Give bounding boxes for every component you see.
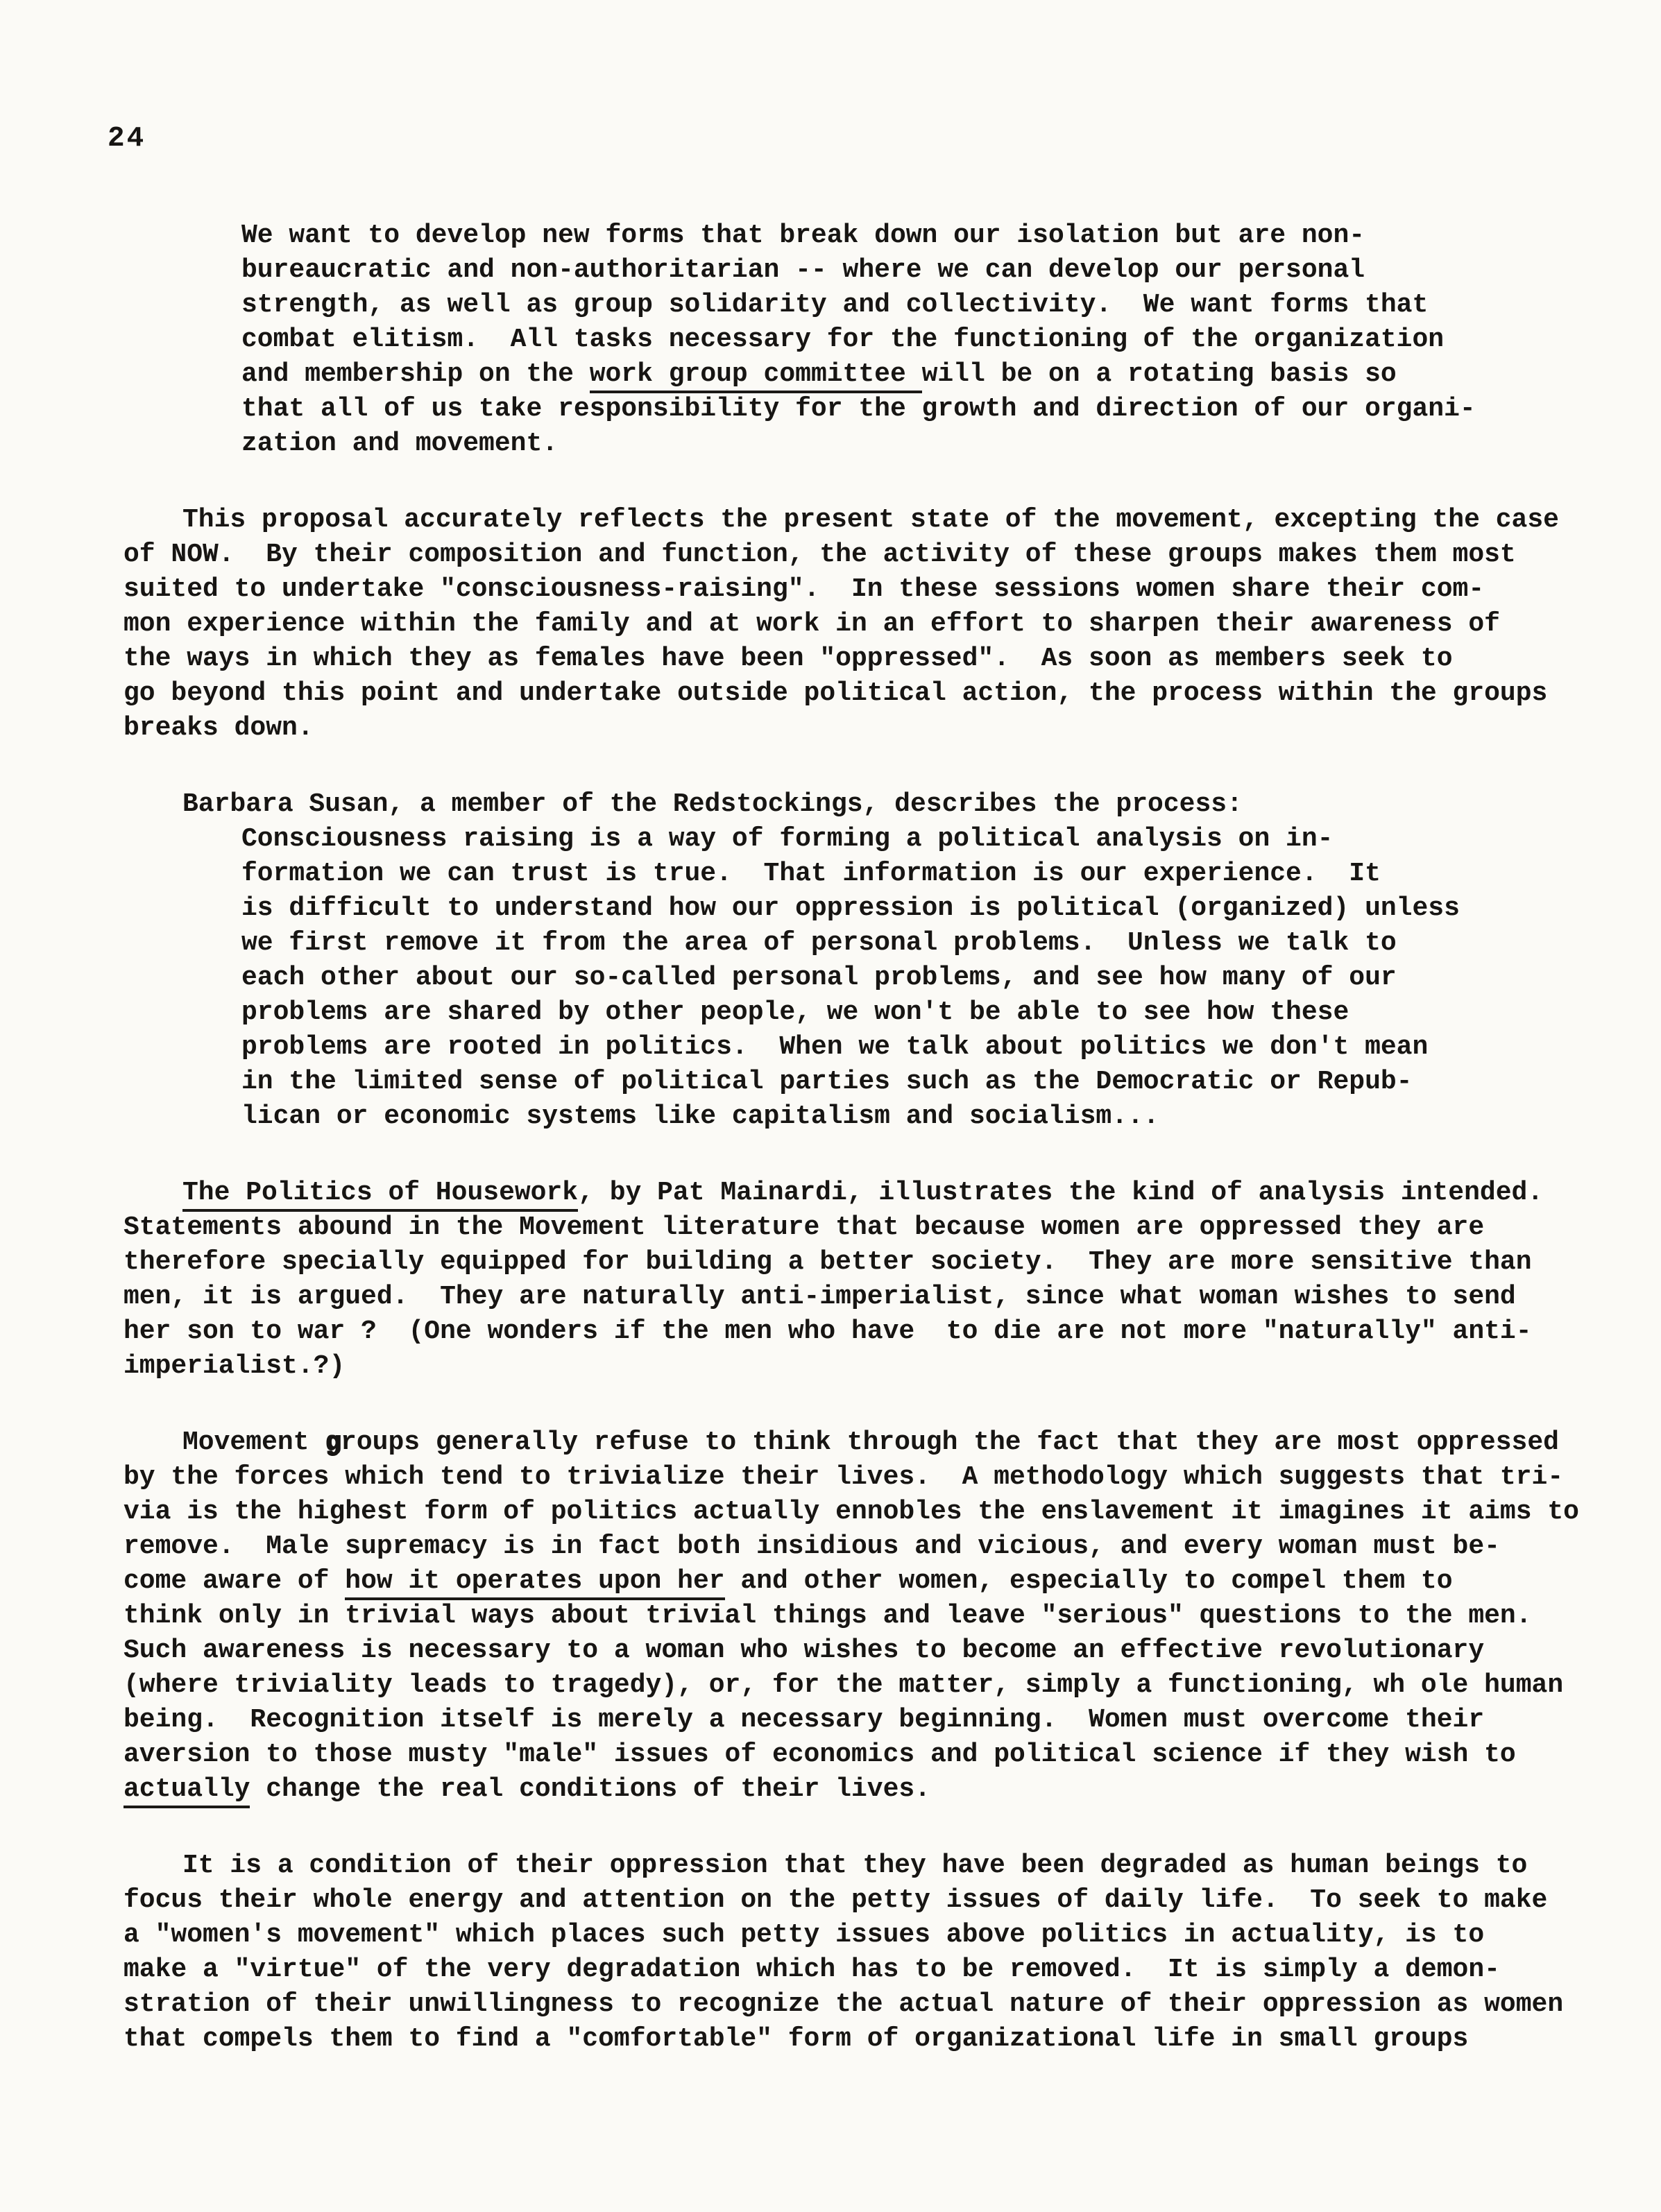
text-line: think only in trivial ways about trivial things and leave "serious" questions to the men.	[123, 1601, 1532, 1631]
text-line: that compels them to find a "comfortable" form of organizational life in small groups	[123, 2024, 1469, 2054]
text-line: therefore specially equipped for building a better society. They are more sensitive than	[123, 1247, 1532, 1277]
underlined-text: work group committee	[590, 359, 922, 393]
text-line: actually change the real conditions of their lives.	[123, 1772, 1661, 1807]
text-line: Such awareness is necessary to a woman who wishes to become an effective revolutionary	[123, 1636, 1485, 1665]
paragraph-condition	[123, 1849, 1661, 2057]
text-line: the ways in which they as females have been "oppressed". As soon as members seek to	[123, 644, 1453, 674]
opening-quote	[241, 218, 1661, 461]
paragraph-movement-groups	[123, 1425, 1661, 1807]
text-line: breaks down.	[123, 713, 314, 743]
text-line: men, it is argued. They are naturally anti-imperialist, since what woman wishes to send	[123, 1282, 1516, 1312]
text-line: lican or economic systems like capitalism and socialism...	[241, 1101, 1159, 1131]
text-line: Barbara Susan, a member of the Redstockings, describes the process:	[182, 789, 1243, 819]
text-line: that all of us take responsibility for the growth and direction of our organi-	[241, 394, 1476, 424]
text-line: stration of their unwillingness to recognize the actual nature of their oppression as women	[123, 1989, 1564, 2019]
text-line: focus their whole energy and attention on the petty issues of daily life. To seek to make	[123, 1885, 1548, 1915]
text-line: we first remove it from the area of personal problems. Unless we talk to	[241, 928, 1397, 958]
text-line: and membership on the work group committee will be on a rotating basis so	[241, 357, 1661, 392]
page-number: 24	[108, 123, 146, 155]
text-line: her son to war ? (One wonders if the men who have to die are not more "naturally" anti-	[123, 1317, 1532, 1346]
text-line: formation we can trust is true. That information is our experience. It	[241, 859, 1381, 889]
text-line: in the limited sense of political parties such as the Democratic or Repub-	[241, 1067, 1413, 1097]
underlined-text: actually	[123, 1774, 250, 1808]
text-line: strength, as well as group solidarity and collectivity. We want forms that	[241, 290, 1429, 320]
text-line: each other about our so-called personal problems, and see how many of our	[241, 963, 1397, 993]
text-line: go beyond this point and undertake outside political action, the process within the groups	[123, 678, 1548, 708]
text-line: Statements abound in the Movement literature that because women are oppressed they are	[123, 1212, 1485, 1242]
text-line: bureaucratic and non-authoritarian -- where we can develop our personal	[241, 255, 1365, 285]
text-line: This proposal accurately reflects the present state of the movement, excepting the case	[182, 505, 1559, 535]
text-line: being. Recognition itself is merely a necessary beginning. Women must overcome their	[123, 1705, 1485, 1735]
text-line: problems are shared by other people, we won't be able to see how these	[241, 997, 1349, 1027]
document-body	[0, 218, 1661, 2057]
text-line: Consciousness raising is a way of forming a political analysis on in-	[241, 824, 1334, 854]
text-line: aversion to those musty "male" issues of economics and political science if they wish to	[123, 1740, 1516, 1769]
text-line: problems are rooted in politics. When we talk about politics we don't mean	[241, 1032, 1429, 1062]
paragraph-now	[123, 503, 1661, 746]
text-line: via is the highest form of politics actually ennobles the enslavement it imagines it aims to	[123, 1497, 1579, 1527]
attribution-line	[123, 787, 1661, 822]
paragraph-housework	[123, 1176, 1661, 1384]
underlined-text: The Politics of Housework	[182, 1178, 578, 1212]
text-line: It is a condition of their oppression that they have been degraded as human beings to	[182, 1851, 1528, 1880]
text-line: (where triviality leads to tragedy), or, for the matter, simply a functioning, wh ole human	[123, 1670, 1564, 1700]
text-line: by the forces which tend to trivialize their lives. A methodology which suggests that tri-	[123, 1462, 1564, 1492]
text-line: is difficult to understand how our oppression is political (organized) unless	[241, 893, 1460, 923]
text-line: remove. Male supremacy is in fact both insidious and vicious, and every woman must be-	[123, 1532, 1500, 1561]
text-line: suited to undertake "consciousness-raising". In these sessions women share their com-	[123, 574, 1485, 604]
text-line: a "women's movement" which places such petty issues above politics in actuality, is to	[123, 1920, 1485, 1950]
text-line: zation and movement.	[241, 429, 559, 458]
text-line: mon experience within the family and at work in an effort to sharpen their awareness of	[123, 609, 1500, 639]
text-line: imperialist.?)	[123, 1351, 346, 1381]
text-line: of NOW. By their composition and function, the activity of these groups makes them most	[123, 540, 1516, 569]
text-line: Movement groups generally refuse to think through the fact that they are most oppressed	[182, 1427, 1559, 1457]
text-line: come aware of how it operates upon her and other women, especially to compel them to	[123, 1564, 1661, 1599]
text-line: We want to develop new forms that break down our isolation but are non-	[241, 221, 1365, 250]
text-line: combat elitism. All tasks necessary for the functioning of the organization	[241, 325, 1445, 354]
text-line: The Politics of Housework, by Pat Mainardi, illustrates the kind of analysis intended.	[123, 1176, 1661, 1210]
redstockings-quote	[241, 822, 1661, 1134]
underlined-text: how it operates upon her	[345, 1566, 724, 1600]
text-line: make a "virtue" of the very degradation which has to be removed. It is simply a demon-	[123, 1955, 1500, 1984]
